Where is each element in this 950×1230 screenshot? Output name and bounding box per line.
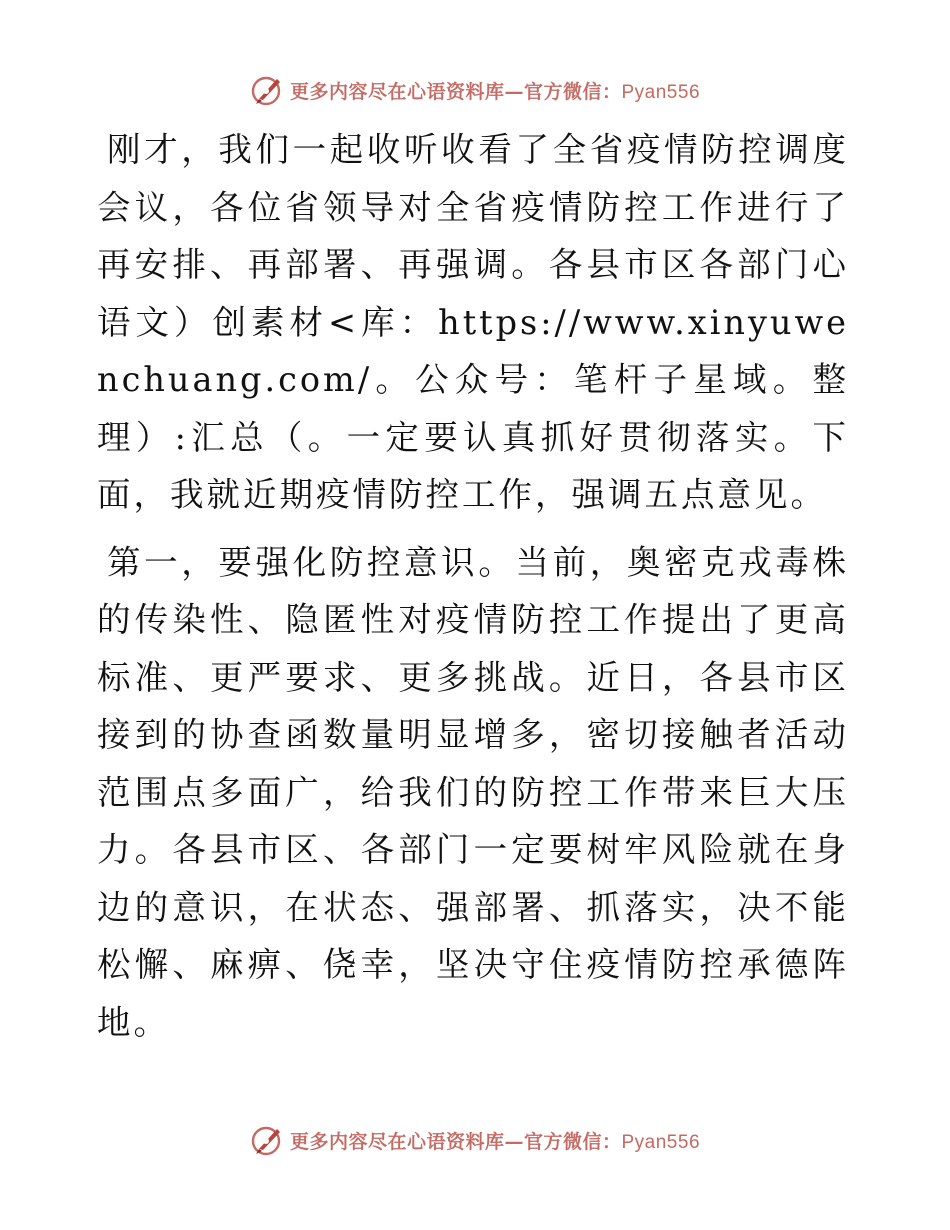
- watermark-text: 更多内容尽在心语资料库—官方微信：Pyan556: [289, 1130, 701, 1153]
- paragraph-1: 刚才，我们一起收听收看了全省疫情防控调度会议，各位省领导对全省疫情防控工作进行了再安排、再部署、再强调。各县市区各部门心语文）创素材<库：https://www.xinyuwenchuang.com/。公众号：笔杆子星域。整理）:汇总（。一定要认真抓好贯彻落实。下面，我就近期疫情防控工作，强调五点意见。: [97, 130, 849, 514]
- footer-watermark: [0, 1120, 950, 1160]
- document-body: [97, 121, 849, 1051]
- quill-pen-logo-icon: [250, 73, 284, 107]
- watermark-account: Pyan556: [621, 1131, 701, 1153]
- watermark-text: 更多内容尽在心语资料库—官方微信：Pyan556: [289, 80, 701, 103]
- paragraph-2: 第一，要强化防控意识。当前，奥密克戎毒株的传染性、隐匿性对疫情防控工作提出了更高标准、更严要求、更多挑战。近日，各县市区接到的协查函数量明显增多，密切接触者活动范围点多面广，给我们的防控工作带来巨大压力。各县市区、各部门一定要树牢风险就在身边的意识，在状态、强部署、抓落实，决不能松懈、麻痹、侥幸，坚决守住疫情防控承德阵地。: [97, 542, 849, 1042]
- watermark-account: Pyan556: [621, 81, 701, 103]
- header-watermark: [0, 70, 950, 110]
- quill-pen-logo-icon: [250, 1123, 284, 1157]
